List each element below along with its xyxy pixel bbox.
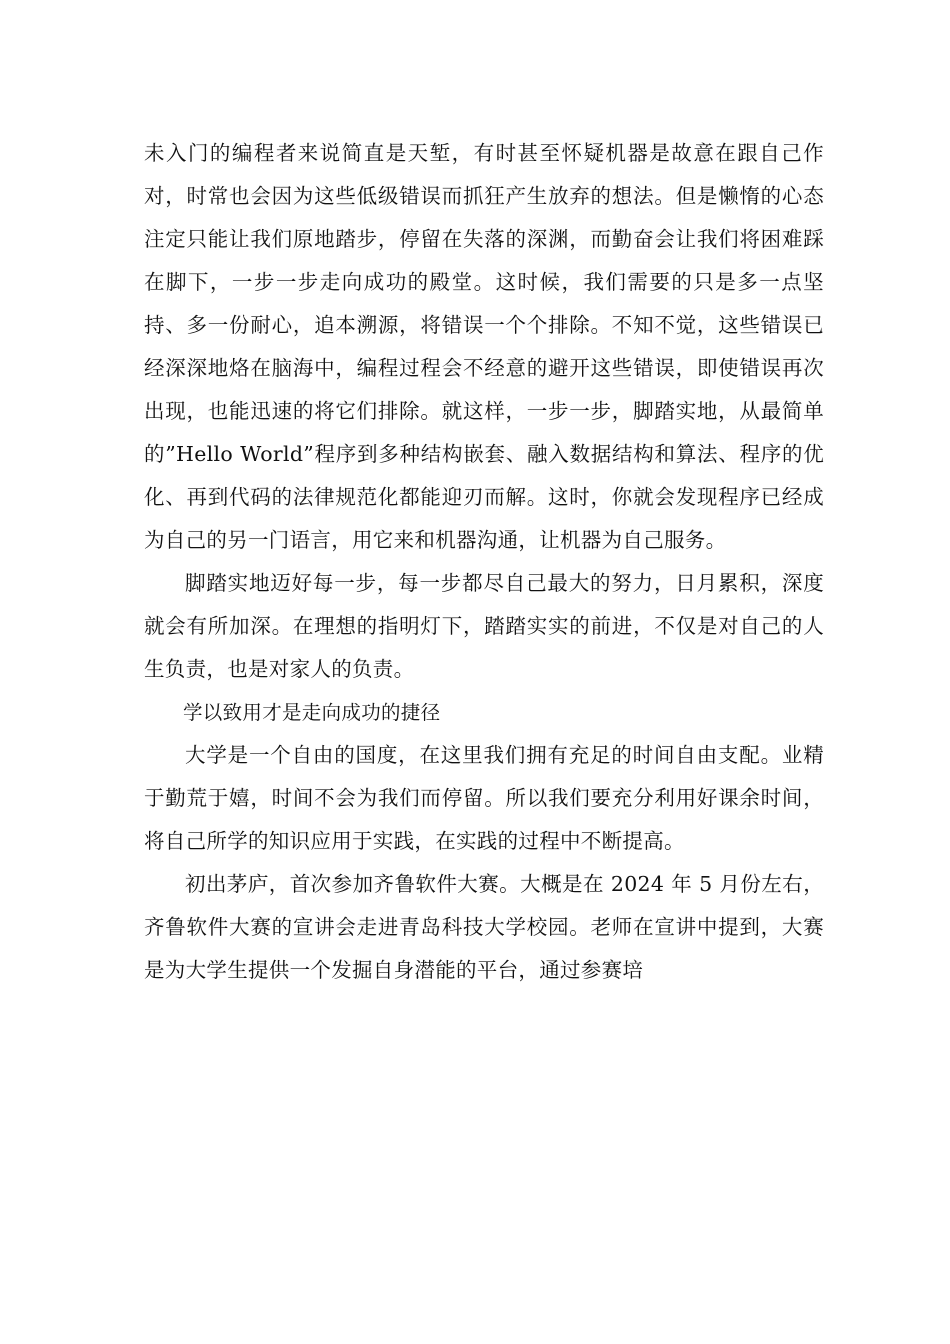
paragraph-body: 脚踏实地迈好每一步，每一步都尽自己最大的努力，日月累积，深度就会有所加深。在理想的指明灯下，踏踏实实的前进，不仅是对自己的人生负责，也是对家人的负责。 (144, 571, 824, 681)
paragraph-body: 初出茅庐，首次参加齐鲁软件大赛。大概是在 2024 年 5 月份左右，齐鲁软件大赛的宣讲会走进青岛科技大学校园。老师在宣讲中提到，大赛是为大学生提供一个发掘自身潜能的平台，通过参赛培 (144, 872, 824, 982)
paragraph-body: 大学是一个自由的国度，在这里我们拥有充足的时间自由支配。业精于勤荒于嬉，时间不会为我们而停留。所以我们要充分利用好课余时间，将自己所学的知识应用于实践，在实践的过程中不断提高。 (144, 743, 824, 853)
paragraph-continuation: 未入门的编程者来说简直是天堑，有时甚至怀疑机器是故意在跟自己作对，时常也会因为这些低级错误而抓狂产生放弃的想法。但是懒惰的心态注定只能让我们原地踏步，停留在失落的深渊，而勤奋会让我们将困难踩在脚下，一步一步走向成功的殿堂。这时候，我们需要的只是多一点坚持、多一份耐心，追本溯源，将错误一个个排除。不知不觉，这些错误已经深深地烙在脑海中，编程过程会不经意的避开这些错误，即使错误再次出现，也能迅速的将它们排除。就这样，一步一步，脚踏实地，从最简单的”Hello World”程序到多种结构嵌套、融入数据结构和算法、程序的优化、再到代码的法律规范化都能迎刃而解。这时，你就会发现程序已经成为自己的另一门语言，用它来和机器沟通，让机器为自己服务。 (144, 141, 824, 552)
document-body (144, 132, 824, 992)
section-heading: 学以致用才是走向成功的捷径 (183, 701, 441, 724)
